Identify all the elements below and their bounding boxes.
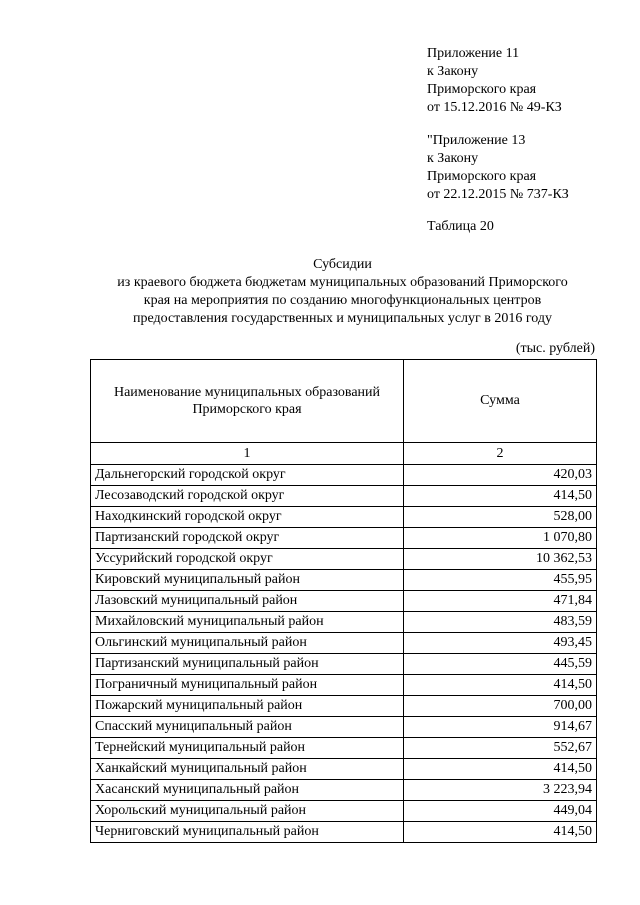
header-sum-cell: Сумма xyxy=(404,360,597,443)
amount-cell: 552,67 xyxy=(404,738,597,759)
municipality-name-cell: Партизанский городской округ xyxy=(91,528,404,549)
municipality-name-cell: Лазовский муниципальный район xyxy=(91,591,404,612)
table-number: Таблица 20 xyxy=(427,219,494,234)
table-row xyxy=(91,780,597,801)
table-row xyxy=(91,612,597,633)
municipality-name-cell: Ольгинский муниципальный район xyxy=(91,633,404,654)
document-title xyxy=(90,256,595,328)
municipality-name-cell: Черниговский муниципальный район xyxy=(91,822,404,843)
table-row xyxy=(91,486,597,507)
table-row xyxy=(91,696,597,717)
municipality-name-cell: Партизанский муниципальный район xyxy=(91,654,404,675)
amount-cell: 414,50 xyxy=(404,759,597,780)
title-line: Субсидии xyxy=(313,257,372,272)
appendix-law-label: к Закону xyxy=(427,64,479,79)
table-row xyxy=(91,633,597,654)
table-body xyxy=(91,465,597,843)
amount-cell: 528,00 xyxy=(404,507,597,528)
table-row xyxy=(91,528,597,549)
table-row xyxy=(91,507,597,528)
appendix-law-date: от 15.12.2016 № 49-КЗ xyxy=(427,100,562,115)
table-row xyxy=(91,465,597,486)
appendix-reference-current xyxy=(427,45,562,117)
amount-cell: 914,67 xyxy=(404,717,597,738)
amount-cell: 483,59 xyxy=(404,612,597,633)
amount-cell: 455,95 xyxy=(404,570,597,591)
units-label: (тыс. рублей) xyxy=(515,341,595,356)
municipality-name-cell: Хорольский муниципальный район xyxy=(91,801,404,822)
table-row xyxy=(91,759,597,780)
appendix-law-date: от 22.12.2015 № 737-КЗ xyxy=(427,187,569,202)
amount-cell: 493,45 xyxy=(404,633,597,654)
amount-cell: 1 070,80 xyxy=(404,528,597,549)
municipality-name-cell: Пожарский муниципальный район xyxy=(91,696,404,717)
appendix-reference-amended xyxy=(427,132,569,204)
amount-cell: 420,03 xyxy=(404,465,597,486)
table-row xyxy=(91,738,597,759)
municipality-name-cell: Пограничный муниципальный район xyxy=(91,675,404,696)
title-line: края на мероприятия по созданию многофункциональных центров xyxy=(143,293,542,308)
table-row xyxy=(91,654,597,675)
amount-cell: 10 362,53 xyxy=(404,549,597,570)
amount-cell: 449,04 xyxy=(404,801,597,822)
amount-cell: 471,84 xyxy=(404,591,597,612)
municipality-name-cell: Находкинский городской округ xyxy=(91,507,404,528)
table-header-row xyxy=(91,360,597,443)
column-number-2: 2 xyxy=(404,443,597,465)
municipality-name-cell: Тернейский муниципальный район xyxy=(91,738,404,759)
table-row xyxy=(91,549,597,570)
municipality-name-cell: Спасский муниципальный район xyxy=(91,717,404,738)
appendix-number: Приложение 11 xyxy=(427,46,520,61)
amount-cell: 445,59 xyxy=(404,654,597,675)
table-row xyxy=(91,822,597,843)
municipality-name-cell: Михайловский муниципальный район xyxy=(91,612,404,633)
amount-cell: 414,50 xyxy=(404,486,597,507)
municipality-name-cell: Уссурийский городской округ xyxy=(91,549,404,570)
table-row xyxy=(91,675,597,696)
column-number-1: 1 xyxy=(91,443,404,465)
appendix-law-label: к Закону xyxy=(427,151,479,166)
appendix-region: Приморского края xyxy=(427,169,537,184)
amount-cell: 700,00 xyxy=(404,696,597,717)
table-row xyxy=(91,591,597,612)
municipality-name-cell: Лесозаводский городской округ xyxy=(91,486,404,507)
table-row xyxy=(91,570,597,591)
municipality-name-cell: Кировский муниципальный район xyxy=(91,570,404,591)
municipality-name-cell: Ханкайский муниципальный район xyxy=(91,759,404,780)
appendix-number: "Приложение 13 xyxy=(427,133,526,148)
amount-cell: 3 223,94 xyxy=(404,780,597,801)
municipality-name-cell: Хасанский муниципальный район xyxy=(91,780,404,801)
title-line: предоставления государственных и муниципальных услуг в 2016 году xyxy=(132,311,553,326)
municipality-name-cell: Дальнегорский городской округ xyxy=(91,465,404,486)
title-line: из краевого бюджета бюджетам муниципальных образований Приморского xyxy=(117,275,568,290)
amount-cell: 414,50 xyxy=(404,675,597,696)
header-name-cell: Наименование муниципальных образований Приморского края xyxy=(91,360,404,443)
subsidies-table xyxy=(90,359,597,843)
appendix-region: Приморского края xyxy=(427,82,537,97)
amount-cell: 414,50 xyxy=(404,822,597,843)
table-row xyxy=(91,801,597,822)
table-column-number-row xyxy=(91,443,597,465)
table-row xyxy=(91,717,597,738)
